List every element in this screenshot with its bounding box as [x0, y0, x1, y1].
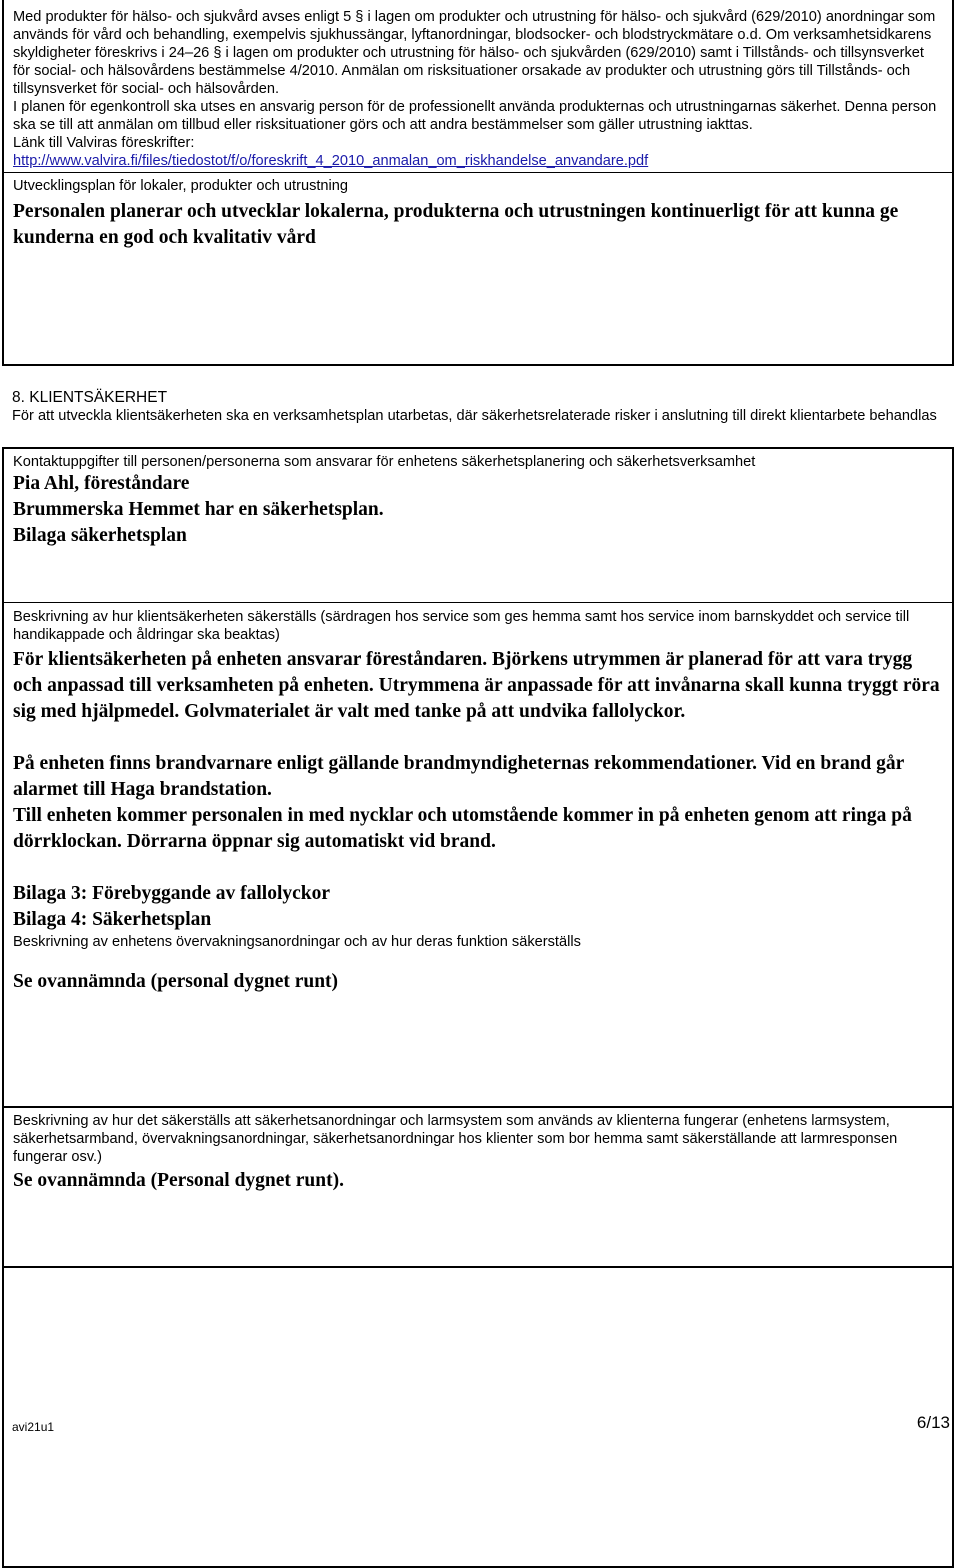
section-heading: 8. KLIENTSÄKERHET	[12, 389, 168, 406]
attachment-line: Bilaga 3: Förebyggande av fallolyckor	[13, 883, 331, 904]
divider	[4, 172, 952, 173]
client-safety-answer: För klientsäkerheten på enheten ansvarar föreståndaren. Björkens utrymmen är planerad för att vara trygg och anpassad till verksamheten på enheten. Utrymmena är anpassade för att invånarna skall kunna tryggt röra sig med hjälpmedel. Golvmaterialet är valt med tanke på att undvika fallolyckor.	[13, 649, 940, 722]
document-code: avi21u1	[12, 1420, 55, 1434]
alarm-answer: Se ovannämnda (Personal dygnet runt).	[13, 1170, 344, 1191]
section-8-header	[12, 389, 942, 425]
products-regulation-text: Med produkter för hälso- och sjukvård avses enligt 5 § i lagen om produkter och utrustning för hälso- och sjukvård (629/2010) anordningar som används för vård och behandling, exempelvis sjukhussängar, lyftanordningar, blodsocker- och blodstryckmätare o.d. Om verksamhetsidkarens skyldigheter föreskrivs i 24–26 § i lagen om produkter och utrustning för hälso- och sjukvården (629/2010) samt i Tillstånds- och tillsynsverket för social- och hälsovårdens bestämmelse 4/2010. Anmälan om risksituationer orsakade av produkter och utrustning görs till Tillstånds- och tillsynsverket för social- och hälsovården.	[13, 9, 936, 97]
responsible-person-text: I planen för egenkontroll ska utses en ansvarig person för de professionellt använda produkternas och utrustningarnas säkerhet. Denna person ska se till att anmälan om tillbud eller risksituationer görs och att andra bestämmelser som gäller utrustning iakttas.	[13, 99, 937, 133]
alarm-box	[2, 1106, 954, 1268]
development-plan-label: Utvecklingsplan för lokaler, produkter och utrustning	[13, 178, 349, 194]
monitoring-answer: Se ovannämnda (personal dygnet runt)	[13, 971, 339, 992]
contact-answer-line: Pia Ahl, föreståndare	[13, 473, 190, 494]
link-label: Länk till Valviras föreskrifter:	[13, 135, 195, 151]
contact-answer-line: Brummerska Hemmet har en säkerhetsplan.	[13, 499, 384, 520]
contact-answer-line: Bilaga säkerhetsplan	[13, 525, 187, 546]
client-safety-label: Beskrivning av hur klientsäkerheten säkerställs (särdragen hos service som ges hemma samt hos service inom barnskyddet och service till handikappade och åldringar ska beaktas)	[13, 609, 910, 643]
contact-label: Kontaktuppgifter till personen/personerna som ansvarar för enhetens säkerhetsplanering och säkerhetsverksamhet	[13, 454, 756, 470]
page-number: 6/13	[916, 1413, 950, 1432]
access-answer: Till enheten kommer personalen in med nycklar och utomstående kommer in på enheten genom att ringa på dörrklockan. Dörrarna öppnar sig automatiskt vid brand.	[13, 805, 912, 852]
monitoring-label: Beskrivning av enhetens övervakningsanordningar och av hur deras funktion säkerställs	[13, 934, 581, 950]
products-section-box	[2, 0, 954, 366]
development-plan-answer: Personalen planerar och utvecklar lokalerna, produkterna och utrustningen kontinuerligt för att kunna ge kunderna en god och kvalitativ vård	[13, 201, 899, 248]
alarm-label: Beskrivning av hur det säkerställs att säkerhetsanordningar och larmsystem som används av klienterna fungerar (enhetens larmsystem, säkerhetsarmband, övervakningsanordningar, säkerhetsanordningar hos klienter som bor hemma samt säkerställande att larmresponsen fungerar osv.)	[13, 1113, 898, 1165]
client-safety-box	[2, 602, 954, 1108]
attachment-line: Bilaga 4: Säkerhetsplan	[13, 909, 212, 930]
valvira-regulation-link[interactable]: http://www.valvira.fi/files/tiedostot/f/o/foreskrift_4_2010_anmalan_om_riskhandelse_anvandare.pdf	[13, 153, 649, 169]
section-intro: För att utveckla klientsäkerheten ska en verksamhetsplan utarbetas, där säkerhetsrelaterade risker i anslutning till direkt klientarbete behandlas	[12, 408, 937, 424]
fire-safety-answer: På enheten finns brandvarnare enligt gällande brandmyndigheternas rekommendationer. Vid en brand går alarmet till Haga brandstation.	[13, 753, 904, 800]
